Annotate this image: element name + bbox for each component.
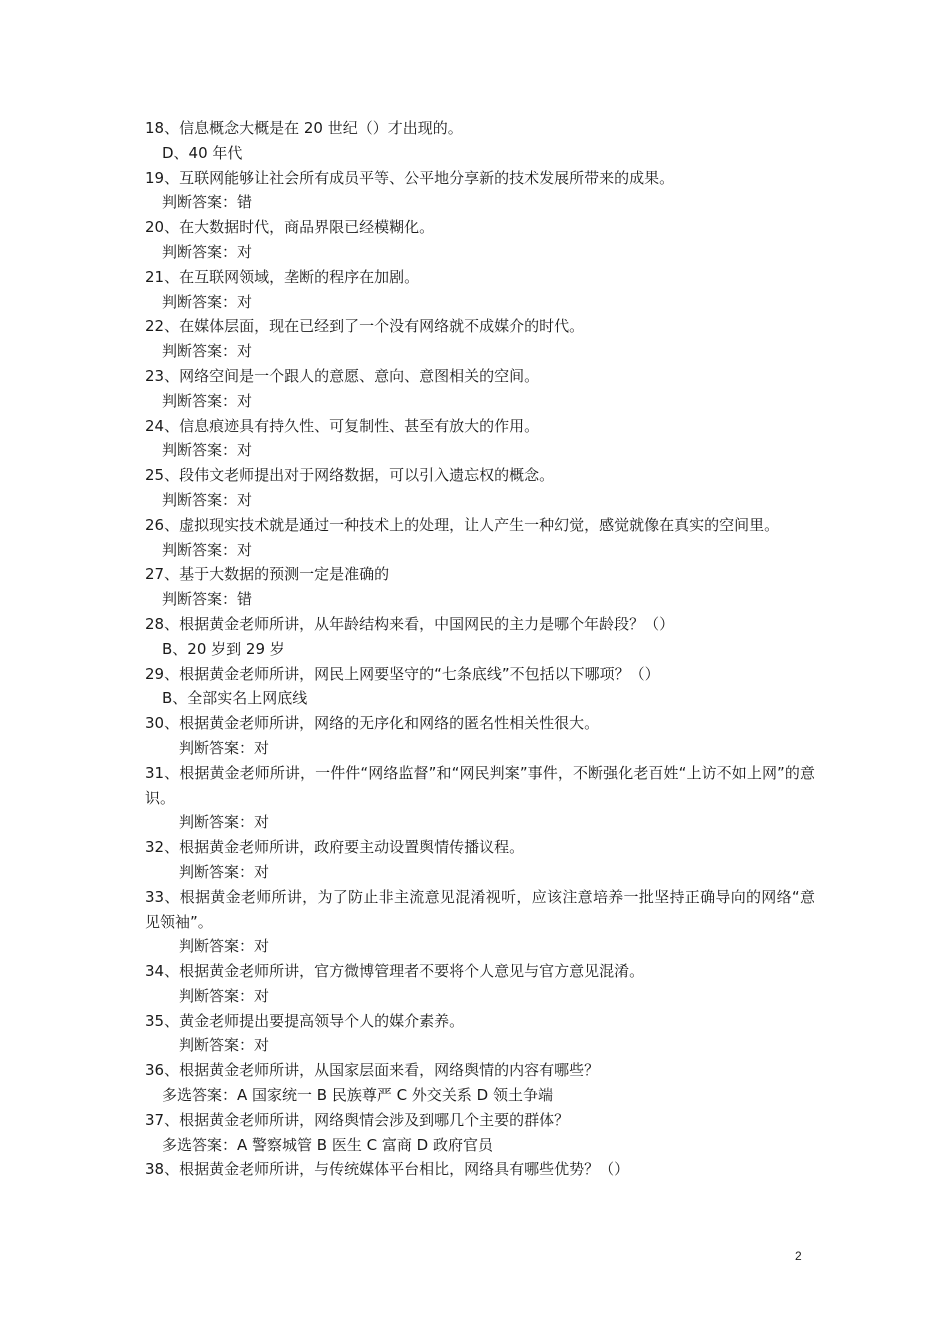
qa-item	[145, 612, 815, 662]
qa-item	[145, 166, 815, 216]
answer-text: 判断答案：错	[162, 193, 253, 212]
question-text: 36、根据黄金老师所讲，从国家层面来看，网络舆情的内容有哪些？	[145, 1061, 600, 1080]
qa-item	[145, 513, 815, 563]
answer-text: 判断答案：对	[179, 1036, 270, 1055]
document-body	[145, 116, 815, 1182]
question-text: 38、根据黄金老师所讲，与传统媒体平台相比，网络具有哪些优势？（）	[145, 1160, 630, 1179]
question-text: 18、信息概念大概是在 20 世纪（）才出现的。	[145, 119, 463, 137]
question-text: 24、信息痕迹具有持久性、可复制性、甚至有放大的作用。	[145, 416, 540, 435]
qa-item	[145, 761, 815, 835]
qa-item	[145, 314, 815, 364]
answer-text: 判断答案：对	[162, 441, 253, 460]
question-text: 20、在大数据时代，商品界限已经模糊化。	[145, 218, 435, 237]
question-text: 34、根据黄金老师所讲，官方微博管理者不要将个人意见与官方意见混淆。	[145, 962, 645, 981]
question-text: 32、根据黄金老师所讲，政府要主动设置舆情传播议程。	[145, 838, 525, 857]
answer-text: 判断答案：错	[162, 590, 253, 609]
answer-text: 判断答案：对	[179, 813, 270, 832]
question-text: 27、基于大数据的预测一定是准确的	[145, 565, 390, 584]
qa-item	[145, 364, 815, 414]
answer-text: 判断答案：对	[162, 490, 253, 509]
qa-item	[145, 414, 815, 464]
qa-item	[145, 116, 815, 166]
answer-text: B、全部实名上网底线	[162, 689, 308, 708]
answer-text: B、20 岁到 29 岁	[162, 639, 285, 658]
answer-text: 判断答案：对	[179, 738, 270, 757]
question-text: 21、在互联网领域，垄断的程序在加剧。	[145, 267, 420, 286]
qa-item	[145, 265, 815, 315]
answer-text: D、40 年代	[162, 143, 243, 162]
qa-item	[145, 885, 815, 959]
answer-text: 判断答案：对	[162, 540, 253, 559]
qa-item	[145, 215, 815, 265]
question-text: 30、根据黄金老师所讲，网络的无序化和网络的匿名性相关性很大。	[145, 714, 600, 733]
question-text: 28、根据黄金老师所讲，从年龄结构来看，中国网民的主力是哪个年龄段？（）	[145, 614, 675, 633]
question-text: 22、在媒体层面，现在已经到了一个没有网络就不成媒介的时代。	[145, 317, 585, 336]
question-text: 19、互联网能够让社会所有成员平等、公平地分享新的技术发展所带来的成果。	[145, 168, 675, 187]
page-number: 2	[795, 1249, 802, 1263]
question-text: 29、根据黄金老师所讲，网民上网要坚守的“七条底线”不包括以下哪项？（）	[145, 664, 660, 683]
answer-text: 判断答案：对	[179, 937, 270, 956]
question-text: 31、根据黄金老师所讲，一件件“网络监督”和“网民判案”事件，不断强化老百姓“上访不如上网”的意识。	[145, 763, 815, 807]
qa-item	[145, 711, 815, 761]
question-text: 25、段伟文老师提出对于网络数据，可以引入遗忘权的概念。	[145, 466, 555, 485]
answer-text: 判断答案：对	[162, 242, 253, 261]
qa-item	[145, 1009, 815, 1059]
answer-text: 多选答案：A 警察城管 B 医生 C 富商 D 政府官员	[162, 1135, 493, 1154]
question-text: 37、根据黄金老师所讲，网络舆情会涉及到哪几个主要的群体？	[145, 1110, 570, 1129]
question-text: 33、根据黄金老师所讲，为了防止非主流意见混淆视听，应该注意培养一批坚持正确导向的网络“意见领袖”。	[145, 887, 815, 931]
qa-item	[145, 959, 815, 1009]
answer-text: 判断答案：对	[162, 342, 253, 361]
answer-text: 多选答案：A 国家统一 B 民族尊严 C 外交关系 D 领土争端	[162, 1086, 553, 1105]
qa-item	[145, 1157, 815, 1182]
qa-item	[145, 662, 815, 712]
qa-item	[145, 1108, 815, 1158]
qa-item	[145, 562, 815, 612]
answer-text: 判断答案：对	[162, 391, 253, 410]
answer-text: 判断答案：对	[179, 862, 270, 881]
question-text: 23、网络空间是一个跟人的意愿、意向、意图相关的空间。	[145, 366, 540, 385]
qa-item	[145, 463, 815, 513]
question-text: 26、虚拟现实技术就是通过一种技术上的处理，让人产生一种幻觉，感觉就像在真实的空间里。	[145, 515, 780, 534]
qa-item	[145, 835, 815, 885]
answer-text: 判断答案：对	[162, 292, 253, 311]
qa-item	[145, 1058, 815, 1108]
question-text: 35、黄金老师提出要提高领导个人的媒介素养。	[145, 1011, 465, 1030]
answer-text: 判断答案：对	[179, 986, 270, 1005]
